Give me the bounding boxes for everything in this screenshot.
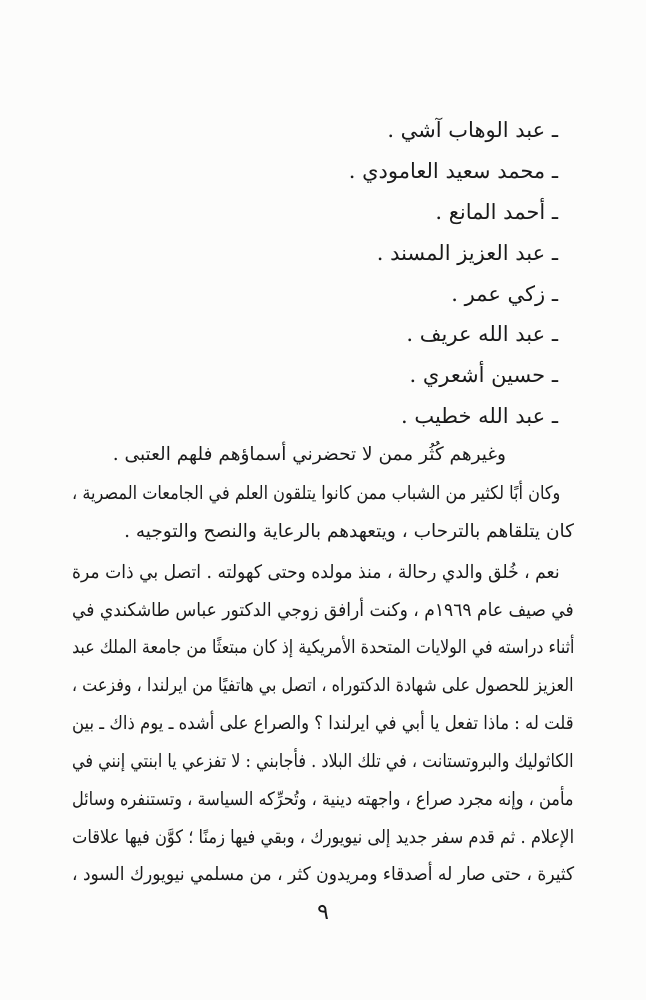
list-item: ـ عبد الوهاب آشي . [387, 118, 558, 142]
list-item: ـ محمد سعيد العامودي . [348, 159, 558, 183]
paragraph-line: نعم ، خُلق والدي رحالة ، منذ مولده وحتى كهولته . اتصل بي ذات مرة [72, 562, 560, 583]
paragraph-line: وكان أبًا لكثير من الشباب ممن كانوا يتلقون العلم في الجامعات المصرية ، [71, 483, 560, 504]
paragraph-line: في صيف عام ١٩٦٩م ، وكنت أرافق زوجي الدكتور عباس طاشكندي في [72, 600, 574, 621]
list-item: ـ زكي عمر . [451, 282, 558, 306]
paragraph-line: الإعلام . ثم قدم سفر جديد إلى نيويورك ، وبقي فيها زمنًا ؛ كوَّن فيها علاقات [71, 827, 574, 848]
paragraph-line: أثناء دراسته في الولايات المتحدة الأمريكية إذ كان مبتعثًا من جامعة الملك عبد [71, 637, 574, 658]
paragraph-line: مأمن ، وإنه مجرد صراع ، واجهته دينية ، وتُحرِّكه السياسة ، وتستنفره وسائل [72, 789, 574, 810]
paragraph-line: الكاثوليك والبروتستانت ، في تلك البلاد . فأجابني : لا تفزعي يا ابنتي إنني في [72, 751, 574, 772]
list-item: ـ عبد العزيز المسند . [376, 241, 558, 265]
paragraph-line: كان يتلقاهم بالترحاب ، ويتعهدهم بالرعاية والنصح والتوجيه . [124, 521, 574, 542]
paragraph-line: كثيرة ، حتى صار له أصدقاء ومريدون كثر ، من مسلمي نيويورك السود ، [71, 864, 574, 885]
list-item: ـ عبد الله خطيب . [400, 404, 558, 428]
paragraph-line: العزيز للحصول على شهادة الدكتوراه ، اتصل بي هاتفيًا من ايرلندا ، وفزعت ، [72, 675, 574, 696]
list-item: ـ أحمد المانع . [435, 200, 558, 224]
list-item: ـ حسين أشعري . [409, 363, 558, 387]
list-item: ـ عبد الله عريف . [406, 322, 558, 346]
paragraph-line: وغيرهم كُثُر ممن لا تحضرني أسماؤهم فلهم العتبى . [112, 444, 506, 465]
paragraph-line: قلت له : ماذا تفعل يا أبي في ايرلندا ؟ والصراع على أشده ـ يوم ذاك ـ بين [72, 713, 574, 734]
page-number: ٩ [317, 900, 329, 925]
